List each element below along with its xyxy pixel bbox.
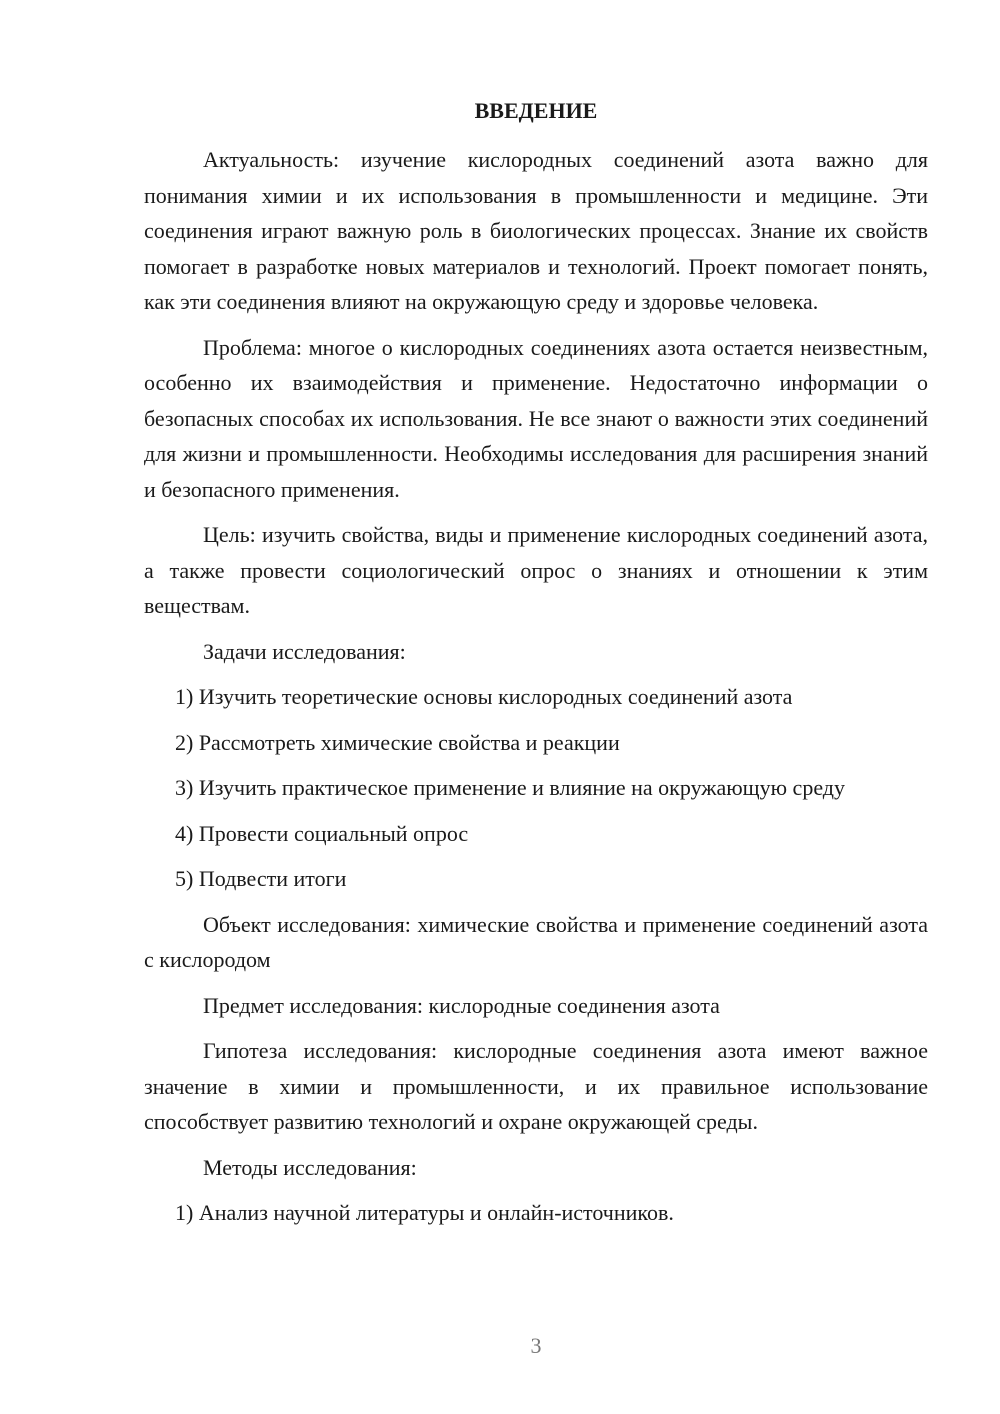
- page-title: ВВЕДЕНИЕ: [474, 98, 598, 123]
- page-body: [144, 142, 928, 1241]
- methods-heading: Методы исследования:: [203, 1154, 417, 1180]
- methods-list: [144, 1195, 928, 1231]
- task-item: 5) Подвести итоги: [175, 866, 347, 891]
- hypothesis-paragraph: Гипотеза исследования: кислородные соединения азота имеют важное значение в химии и промышленности, и их правильное использование способствует развитию технологий и охране окружающей среды.: [144, 1038, 928, 1134]
- tasks-heading: Задачи исследования:: [203, 638, 406, 664]
- task-item: 2) Рассмотреть химические свойства и реакции: [175, 729, 620, 755]
- task-item: 1) Изучить теоретические основы кислородных соединений азота: [175, 684, 793, 709]
- page-number: 3: [530, 1333, 542, 1358]
- goal-paragraph: Цель: изучить свойства, виды и применение кислородных соединений азота, а также провести социологический опрос о знаниях и отношении к этим веществам.: [144, 522, 928, 618]
- task-item: 4) Провести социальный опрос: [175, 820, 469, 846]
- task-item: 3) Изучить практическое применение и влияние на окружающую среду: [175, 775, 845, 800]
- method-item: 1) Анализ научной литературы и онлайн-источников.: [175, 1200, 674, 1225]
- problem-paragraph: Проблема: многое о кислородных соединениях азота остается неизвестным, особенно их взаимодействия и применение. Недостаточно информации о безопасных способах их использования. Не все знают о важности этих соединений для жизни и промышленности. Необходимы исследования для расширения знаний и безопасного применения.: [144, 334, 928, 502]
- object-paragraph: Объект исследования: химические свойства и применение соединений азота с кислородом: [144, 911, 928, 972]
- relevance-paragraph: Актуальность: изучение кислородных соединений азота важно для понимания химии и их использования в промышленности и медицине. Эти соединения играют важную роль в биологических процессах. Знание их свойств помогает в разработке новых материалов и технологий. Проект помогает понять, как эти соединения влияют на окружающую среду и здоровье человека.: [144, 147, 928, 314]
- subject-paragraph: Предмет исследования: кислородные соединения азота: [203, 992, 720, 1018]
- tasks-list: [144, 679, 928, 897]
